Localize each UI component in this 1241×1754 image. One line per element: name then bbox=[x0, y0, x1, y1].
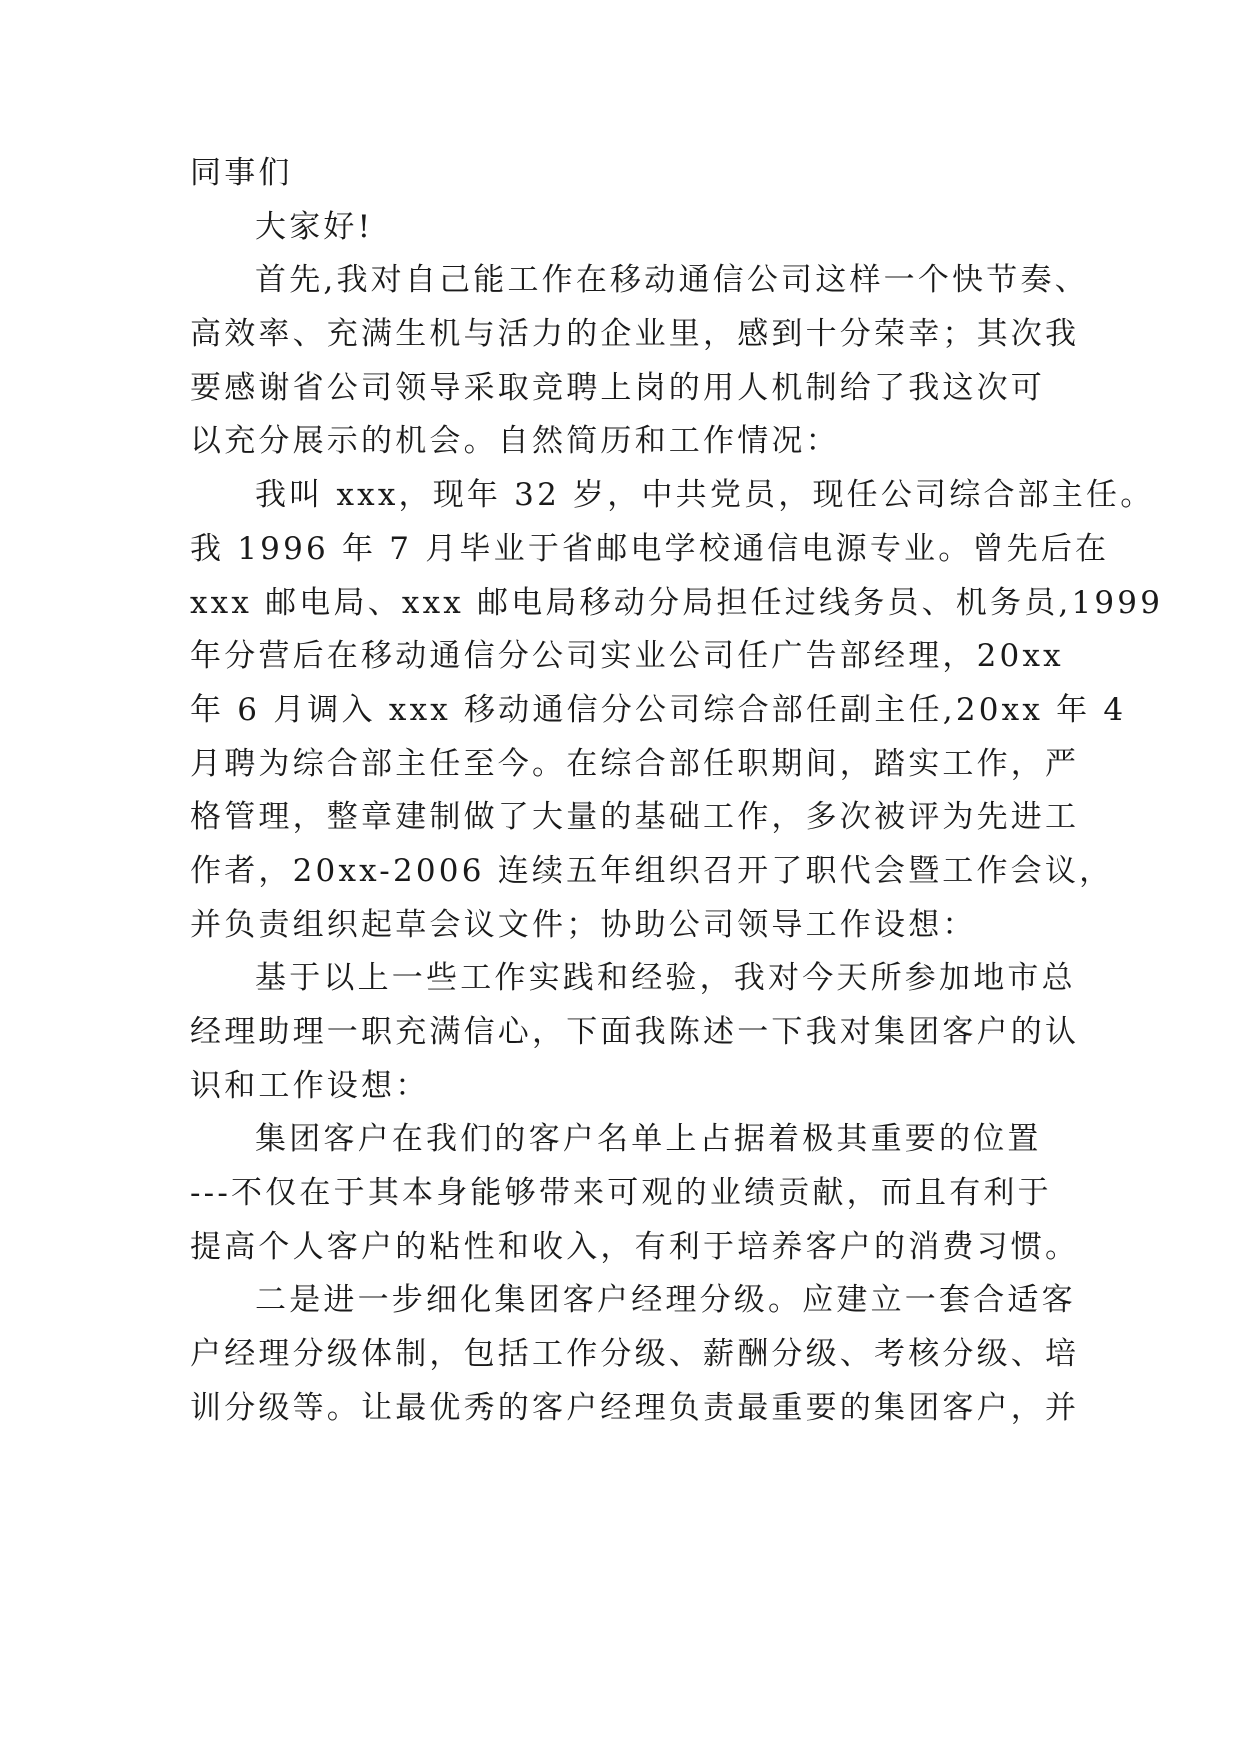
body-line: 我叫 xxx，现年 32 岁，中共党员，现任公司综合部主任。 bbox=[255, 477, 1155, 513]
body-line: 高效率、充满生机与活力的企业里，感到十分荣幸；其次我 bbox=[190, 316, 1080, 352]
body-line: 以充分展示的机会。自然简历和工作情况： bbox=[190, 423, 840, 459]
body-line: 二是进一步细化集团客户经理分级。应建立一套合适客 bbox=[255, 1282, 1076, 1318]
body-line: 训分级等。让最优秀的客户经理负责最重要的集团客户，并 bbox=[190, 1390, 1080, 1426]
body-line: 月聘为综合部主任至今。在综合部任职期间，踏实工作，严 bbox=[190, 746, 1080, 782]
body-line: 基于以上一些工作实践和经验，我对今天所参加地市总 bbox=[255, 960, 1076, 996]
body-line: 年分营后在移动通信分公司实业公司任广告部经理，20xx bbox=[190, 638, 1064, 674]
body-line: 首先,我对自己能工作在移动通信公司这样一个快节奏、 bbox=[255, 262, 1089, 298]
body-line: 集团客户在我们的客户名单上占据着极其重要的位置 bbox=[255, 1121, 1042, 1157]
body-line: 户经理分级体制，包括工作分级、薪酬分级、考核分级、培 bbox=[190, 1336, 1080, 1372]
greeting-line: 大家好! bbox=[255, 209, 374, 245]
body-line: ---不仅在于其本身能够带来可观的业绩贡献，而且有利于 bbox=[190, 1175, 1052, 1211]
body-line: 要感谢省公司领导采取竞聘上岗的用人机制给了我这次可 bbox=[190, 370, 1045, 406]
body-line: 年 6 月调入 xxx 移动通信分公司综合部任副主任,20xx 年 4 bbox=[190, 692, 1127, 728]
body-line: 我 1996 年 7 月毕业于省邮电学校通信电源专业。曾先后在 bbox=[190, 531, 1110, 567]
body-line: 并负责组织起草会议文件；协助公司领导工作设想： bbox=[190, 907, 977, 943]
body-line: 作者，20xx-2006 连续五年组织召开了职代会暨工作会议， bbox=[190, 853, 1114, 889]
body-line: 经理助理一职充满信心，下面我陈述一下我对集团客户的认 bbox=[190, 1014, 1080, 1050]
body-line: xxx 邮电局、xxx 邮电局移动分局担任过线务员、机务员,1999 bbox=[190, 585, 1164, 621]
body-line: 识和工作设想： bbox=[190, 1068, 430, 1104]
body-line: 格管理，整章建制做了大量的基础工作，多次被评为先进工 bbox=[190, 799, 1080, 835]
body-line: 提高个人客户的粘性和收入，有利于培养客户的消费习惯。 bbox=[190, 1229, 1080, 1265]
salutation-line: 同事们 bbox=[190, 155, 293, 191]
